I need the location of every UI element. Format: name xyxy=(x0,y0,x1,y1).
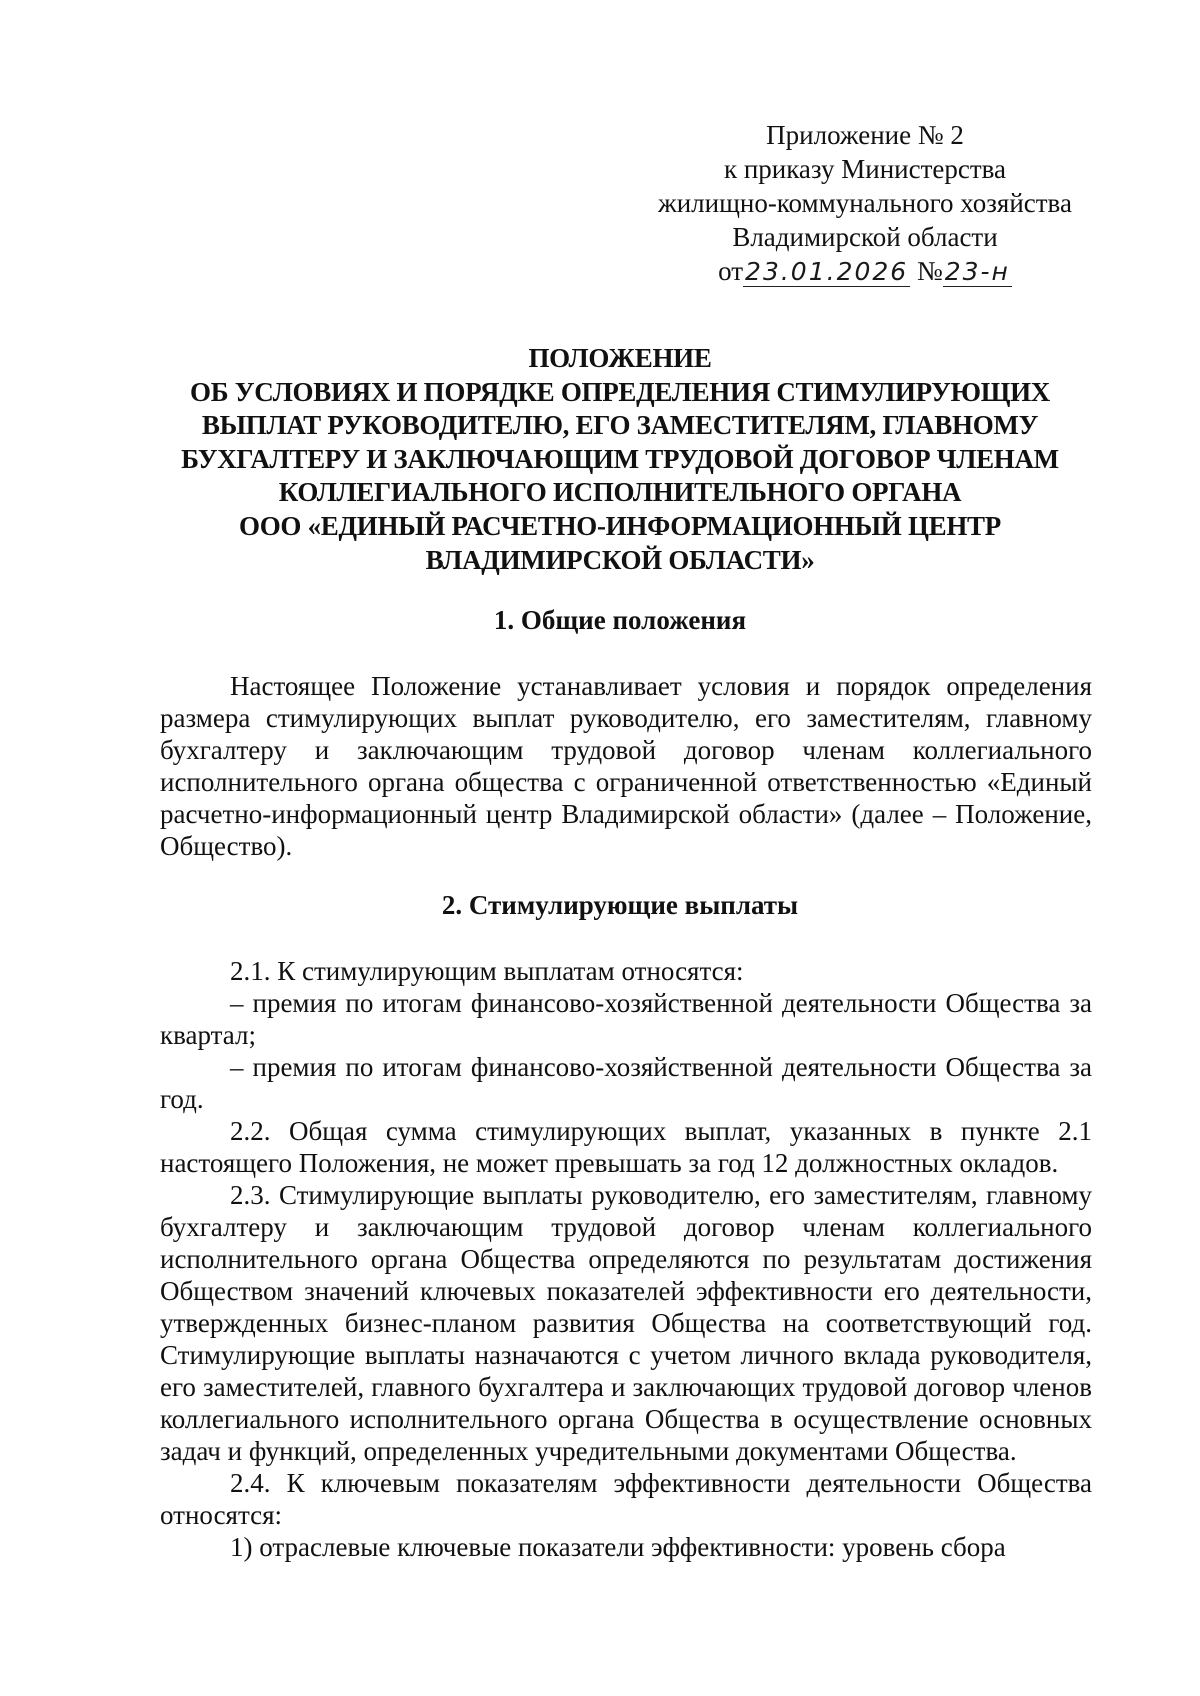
appendix-number: Приложение № 2 xyxy=(766,120,964,150)
appendix-order-ref: к приказу Министерства xyxy=(723,154,1007,184)
title-line: ОБ УСЛОВИЯХ И ПОРЯДКЕ ОПРЕДЕЛЕНИЯ СТИМУЛИРУЮЩИХ xyxy=(190,376,1050,407)
paragraph: 2.4. К ключевым показателям эффективности деятельности Общества относятся: xyxy=(160,1468,1092,1530)
appendix-date-line xyxy=(640,254,1090,288)
paragraph: – премия по итогам финансово-хозяйственной деятельности Общества за квартал; xyxy=(160,988,1092,1050)
appendix-ministry: жилищно-коммунального хозяйства xyxy=(658,188,1072,218)
paragraph: Настоящее Положение устанавливает условия и порядок определения размера стимулирующих выплат руководителю, его заместителям, главному бухгалтеру и заключающим трудовой договор членам коллегиального исполнительного органа общества с ограниченной ответственностью «Единый расчетно-информационный центр Владимирской области» (далее – Положение, Общество). xyxy=(160,671,1092,861)
title-line: ООО «ЕДИНЫЙ РАСЧЕТНО-ИНФОРМАЦИОННЫЙ ЦЕНТР xyxy=(239,510,1001,541)
section-general-body xyxy=(160,670,1092,862)
section-heading-general: 1. Общие положения xyxy=(493,605,747,635)
title-line: ВЫПЛАТ РУКОВОДИТЕЛЮ, ЕГО ЗАМЕСТИТЕЛЯМ, ГЛАВНОМУ xyxy=(201,410,1039,441)
title-line: ВЛАДИМИРСКОЙ ОБЛАСТИ» xyxy=(425,544,815,575)
section-incentives-body xyxy=(160,955,1092,1563)
paragraph: – премия по итогам финансово-хозяйственной деятельности Общества за год. xyxy=(160,1052,1092,1114)
paragraph: 2.3. Стимулирующие выплаты руководителю, его заместителям, главному бухгалтеру и заключающим трудовой договор членам коллегиального исполнительного органа Общества определяются по результатам достижения Обществом значений ключевых показателей эффективности его деятельности, утвержденных бизнес-планом развития Общества на соответствующий год. Стимулирующие выплаты назначаются с учетом личного вклада руководителя, его заместителей, главного бухгалтера и заключающих трудовой договор членов коллегиального исполнительного органа Общества в осуществление основных задач и функций, определенных учредительными документами Общества. xyxy=(160,1180,1092,1466)
handwritten-date: 23.01.2026 xyxy=(745,257,909,286)
title-line: ПОЛОЖЕНИЕ xyxy=(528,343,712,373)
appendix-region: Владимирской области xyxy=(732,222,998,252)
title-line: БУХГАЛТЕРУ И ЗАКЛЮЧАЮЩИМ ТРУДОВОЙ ДОГОВОР ЧЛЕНАМ xyxy=(181,443,1059,474)
paragraph: 2.2. Общая сумма стимулирующих выплат, указанных в пункте 2.1 настоящего Положения, не может превышать за год 12 должностных окладов. xyxy=(160,1116,1092,1178)
title-line: КОЛЛЕГИАЛЬНОГО ИСПОЛНИТЕЛЬНОГО ОРГАНА xyxy=(278,477,962,508)
document-title xyxy=(140,342,1100,577)
appendix-header xyxy=(640,118,1090,288)
number-prefix: № xyxy=(916,256,943,286)
handwritten-number: 23-н xyxy=(944,257,1010,286)
date-prefix: от xyxy=(718,256,744,286)
section-heading-incentives: 2. Стимулирующие выплаты xyxy=(441,890,799,920)
paragraph: 1) отраслевые ключевые показатели эффективности: уровень сбора xyxy=(230,1532,1006,1562)
paragraph: 2.1. К стимулирующим выплатам относятся: xyxy=(230,956,744,986)
